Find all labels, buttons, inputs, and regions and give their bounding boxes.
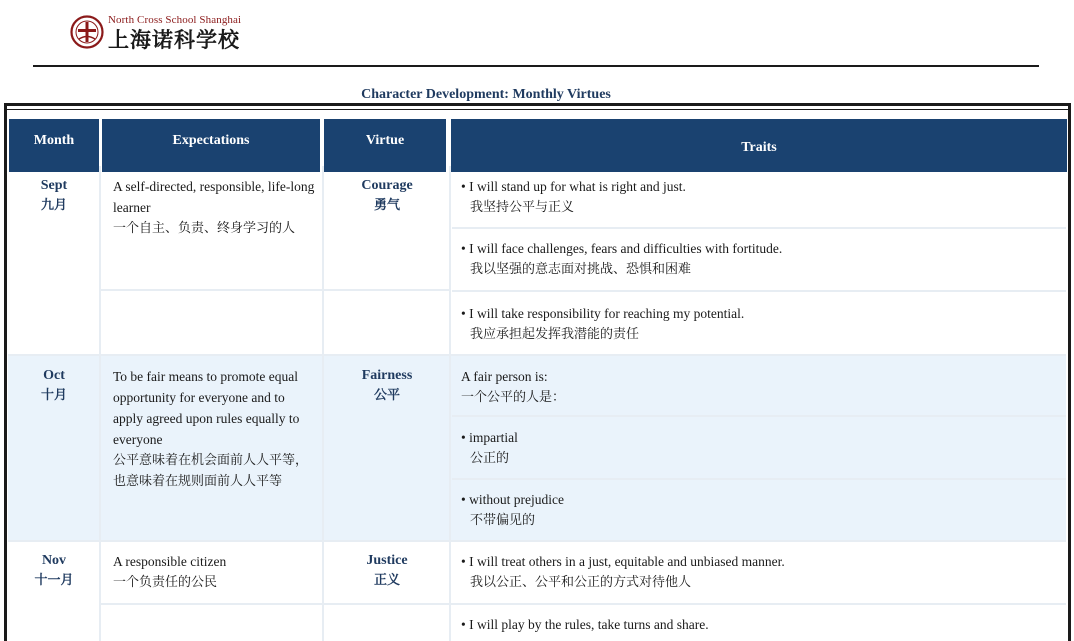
trait-item: A fair person is: 一个公平的人是： bbox=[461, 369, 566, 405]
column-divider bbox=[99, 166, 101, 641]
row-divider bbox=[8, 540, 1066, 542]
cell-divider bbox=[452, 227, 1066, 229]
virtue-cell-fairness: Fairness 公平 bbox=[361, 368, 413, 403]
column-header-virtue: Virtue bbox=[324, 119, 446, 172]
virtue-cell-justice: Justice 正义 bbox=[366, 553, 408, 588]
trait-item: • I will treat others in a just, equitable and unbiased manner. 我以公正、公平和公正的方式对待他人 bbox=[461, 554, 785, 590]
cell-divider bbox=[452, 478, 1066, 480]
cell-divider bbox=[100, 603, 1066, 605]
column-divider bbox=[449, 166, 451, 641]
document-title: Character Development: Monthly Virtues bbox=[361, 87, 611, 102]
header-divider bbox=[33, 65, 1039, 67]
trait-item: • I will stand up for what is right and just. 我坚持公平与正义 bbox=[461, 179, 686, 215]
column-divider bbox=[322, 166, 324, 641]
trait-item: • I will take responsibility for reaching my potential. 我应承担起发挥我潜能的责任 bbox=[461, 306, 745, 342]
cell-divider bbox=[452, 415, 1066, 417]
trait-item: • without prejudice 不带偏见的 bbox=[461, 492, 564, 528]
column-header-month: Month bbox=[9, 119, 99, 172]
school-crest-icon bbox=[70, 15, 104, 49]
month-cell-oct: Oct 十月 bbox=[40, 368, 67, 403]
cell-divider bbox=[452, 290, 1066, 292]
page-header bbox=[70, 10, 241, 54]
trait-item: • impartial 公正的 bbox=[461, 430, 518, 466]
month-cell-sept: Sept 九月 bbox=[40, 178, 68, 213]
virtue-cell-courage: Courage 勇气 bbox=[361, 178, 413, 213]
month-cell-nov: Nov 十一月 bbox=[34, 553, 74, 588]
column-header-expectations: Expectations bbox=[102, 119, 320, 172]
cell-divider bbox=[100, 289, 450, 291]
school-name-english: North Cross School Shanghai bbox=[108, 13, 242, 26]
expectation-cell-nov: A responsible citizen 一个负责任的公民 bbox=[113, 554, 227, 590]
trait-item: • I will face challenges, fears and difficulties with fortitude. 我以坚强的意志面对挑战、恐惧和困难 bbox=[461, 241, 783, 277]
expectation-cell-sept: A self-directed, responsible, life-long learner 一个自主、负责、终身学习的人 bbox=[113, 179, 315, 236]
expectation-cell-oct: To be fair means to promote equal opportunity for everyone and to apply agreed upon rules equally to everyone 公平意味着在机会面前人人平等，也意味着在规则面前人人平等 bbox=[113, 369, 309, 489]
row-divider bbox=[8, 354, 1066, 356]
trait-item: • I will play by the rules, take turns and share. bbox=[461, 617, 709, 632]
school-name-chinese: 上海诺科学校 bbox=[108, 26, 240, 52]
column-header-traits: Traits bbox=[451, 119, 1067, 172]
